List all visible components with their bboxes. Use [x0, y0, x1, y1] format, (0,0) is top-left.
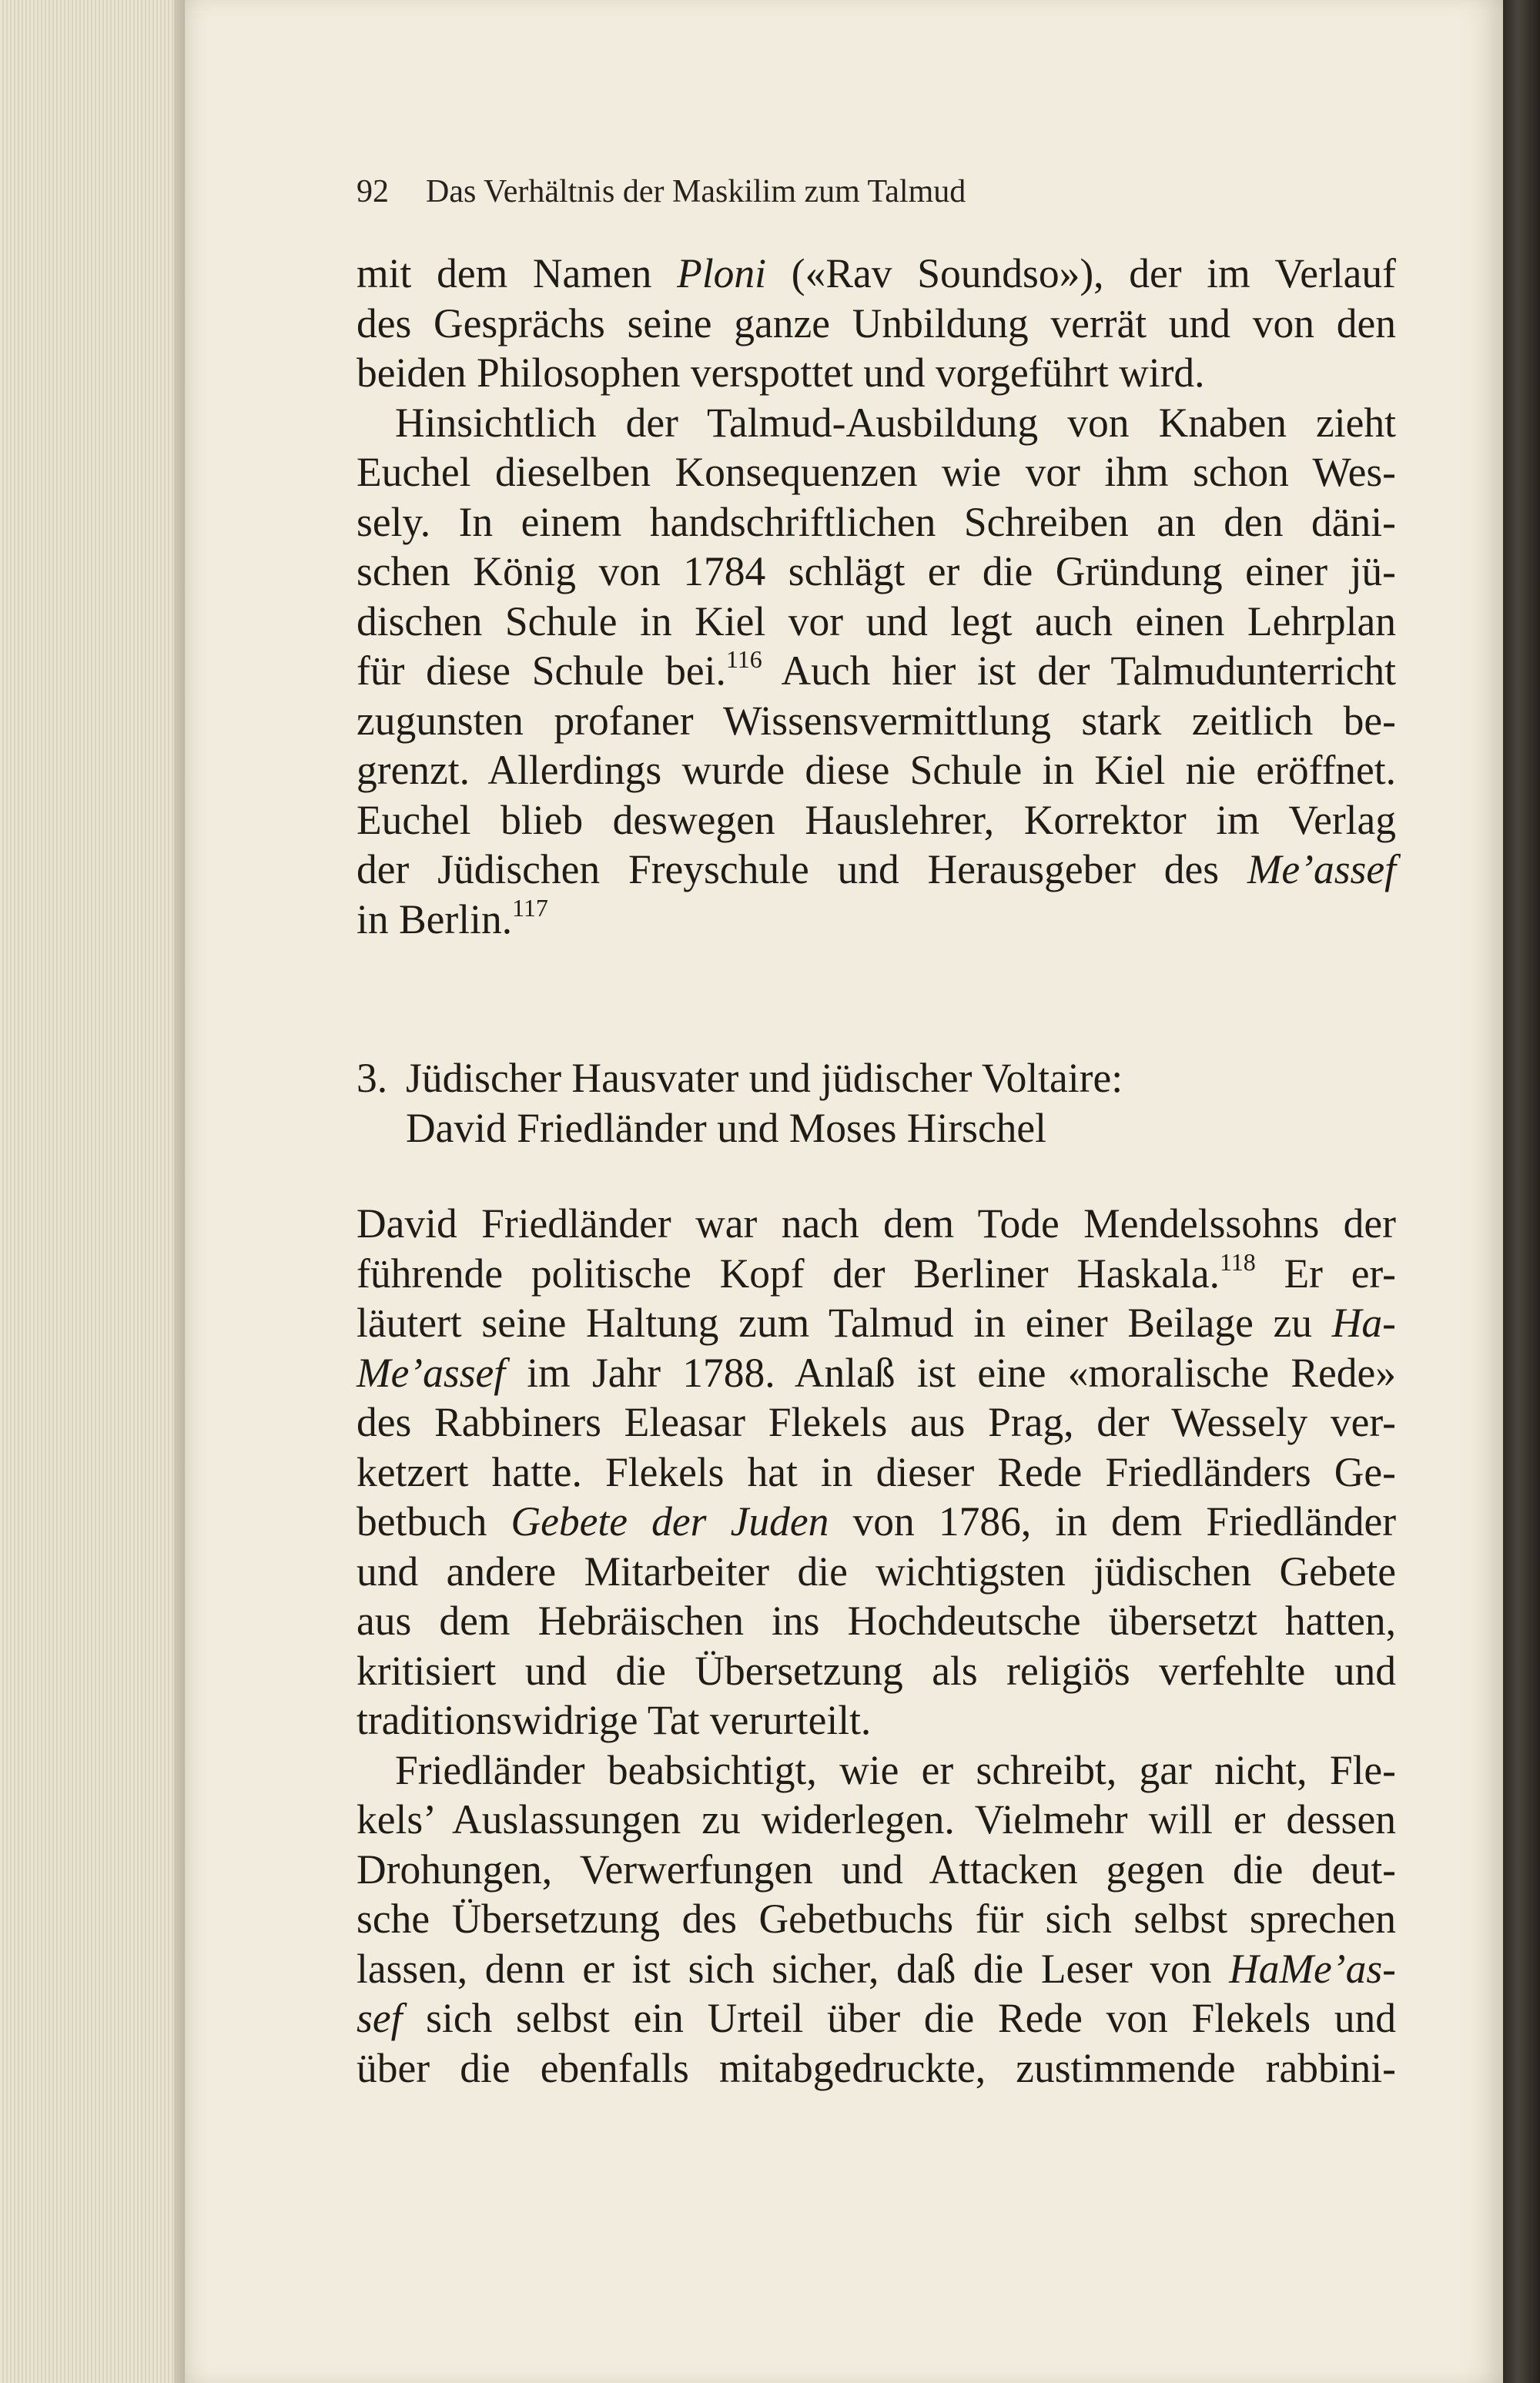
italic-text: Me’assef — [1247, 846, 1396, 892]
text-line: Hinsichtlich der Talmud-Ausbildung von Knaben zieht — [395, 399, 1396, 446]
text-line: Euchel blieb deswegen Hauslehrer, Korrektor im Verlag — [357, 796, 1396, 843]
text-line: aus dem Hebräischen ins Hochdeutsche übersetzt hatten, — [357, 1598, 1396, 1644]
section-heading — [357, 1053, 1123, 1153]
text-line: über die ebenfalls mitabgedruckte, zustimmende rabbini- — [357, 2044, 1396, 2091]
text-line: sef sich selbst ein Urteil über die Rede von Flekels und — [357, 1995, 1396, 2041]
section-title-line1: Jüdischer Hausvater und jüdischer Voltaire: — [406, 1055, 1123, 1101]
text-line: der Jüdischen Freyschule und Herausgeber des Me’assef — [357, 846, 1396, 892]
footnote-ref-117: 117 — [512, 893, 548, 922]
text-line: Friedländer beabsichtigt, wie er schreibt, gar nicht, Fle- — [395, 1746, 1396, 1793]
text-line: führende politische Kopf der Berliner Haskala.$^{118}$ Er er- — [357, 1247, 1396, 1297]
text-line: und andere Mitarbeiter die wichtigsten jüdischen Gebete — [357, 1548, 1396, 1595]
paragraph-block-2 — [357, 1199, 1396, 2093]
text-line: des Rabbiners Eleasar Flekels aus Prag, der Wessely ver- — [357, 1399, 1396, 1445]
text-line: grenzt. Allerdings wurde diese Schule in Kiel nie eröffnet. — [357, 747, 1396, 793]
section-number: 3. — [357, 1055, 388, 1101]
text-line: dischen Schule in Kiel vor und legt auch einen Lehrplan — [357, 597, 1396, 644]
text-line: sche Übersetzung des Gebetbuchs für sich selbst sprechen — [357, 1896, 1396, 1942]
running-header — [357, 173, 966, 210]
italic-text: Ha- — [1331, 1300, 1396, 1346]
page-number: 92 — [357, 174, 389, 209]
text-line: Euchel dieselben Konsequenzen wie vor ihm schon Wes- — [357, 449, 1396, 495]
text-line: für diese Schule bei.$^{116}$ Auch hier ist der Talmudunterricht — [357, 645, 1397, 694]
book-cover-edge — [1503, 0, 1540, 2383]
italic-text: sef — [357, 1995, 403, 2041]
text-line: betbuch Gebete der Juden von 1786, in dem Friedländer — [357, 1498, 1397, 1545]
footnote-ref-116: 116 — [725, 645, 762, 673]
text-line: Me’assef im Jahr 1788. Anlaß ist eine «moralische Rede» — [357, 1349, 1396, 1396]
text-line: kritisiert und die Übersetzung als religiös verfehlte und — [357, 1647, 1396, 1694]
italic-text: HaMe’as- — [1229, 1945, 1396, 1992]
text-line: beiden Philosophen verspottet und vorgeführt wird. — [357, 350, 1205, 396]
text-line: mit dem Namen Ploni («Rav Soundso»), der im Verlauf — [357, 250, 1396, 296]
text-line: David Friedländer war nach dem Tode Mendelssohns der — [357, 1200, 1396, 1247]
text-line: in Berlin.$^{117}$ — [357, 893, 548, 942]
text-line: zugunsten profaner Wissensvermittlung stark zeitlich be- — [357, 697, 1396, 744]
text-line: ketzert hatte. Flekels hat in dieser Rede Friedländers Ge- — [357, 1448, 1396, 1495]
italic-text: Ploni — [677, 250, 767, 296]
text-line: schen König von 1784 schlägt er die Gründung einer jü- — [357, 548, 1396, 594]
text-line: läutert seine Haltung zum Talmud in einer Beilage zu Ha- — [357, 1300, 1396, 1346]
text-line: Drohungen, Verwerfungen und Attacken gegen die deut- — [357, 1846, 1396, 1893]
text-line: des Gesprächs seine ganze Unbildung verrät und von den — [357, 300, 1396, 346]
book-page-edges — [0, 0, 185, 2383]
text-line: traditionswidrige Tat verurteilt. — [357, 1697, 872, 1743]
text-line: kels’ Auslassungen zu widerlegen. Vielmehr will er dessen — [357, 1796, 1396, 1842]
text-line: sely. In einem handschriftlichen Schreiben an den däni- — [357, 498, 1396, 545]
text-line: lassen, denn er ist sich sicher, daß die Leser von HaMe’as- — [357, 1945, 1396, 1992]
paragraph-block-1 — [357, 249, 1396, 944]
section-title-line2: David Friedländer und Moses Hirschel — [406, 1104, 1047, 1151]
running-title: Das Verhältnis der Maskilim zum Talmud — [426, 174, 966, 209]
italic-text: Me’assef — [357, 1349, 506, 1396]
italic-text: Gebete der Juden — [511, 1498, 829, 1545]
footnote-ref-118: 118 — [1219, 1247, 1256, 1276]
